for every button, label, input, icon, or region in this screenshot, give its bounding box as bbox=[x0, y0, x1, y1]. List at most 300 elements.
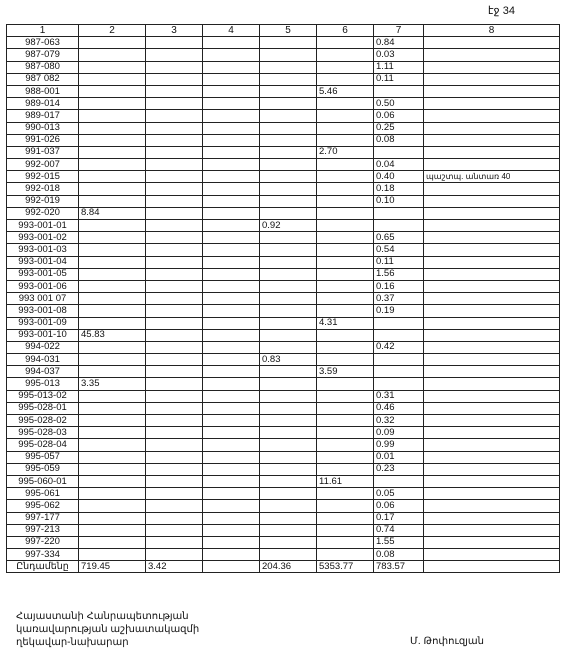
table-row bbox=[7, 110, 560, 122]
table-cell bbox=[424, 341, 560, 353]
table-cell: 0.54 bbox=[374, 244, 424, 256]
table-cell bbox=[146, 183, 203, 195]
table-row bbox=[7, 512, 560, 524]
table-cell bbox=[260, 195, 317, 207]
table-cell bbox=[260, 549, 317, 561]
table-cell bbox=[424, 61, 560, 73]
table-cell bbox=[146, 110, 203, 122]
table-cell bbox=[317, 159, 374, 171]
table-cell bbox=[79, 415, 146, 427]
table-cell bbox=[317, 488, 374, 500]
table-cell bbox=[146, 280, 203, 292]
table-cell: 995-059 bbox=[7, 463, 79, 475]
table-cell bbox=[317, 195, 374, 207]
table-cell bbox=[203, 439, 260, 451]
table-cell: 0.46 bbox=[374, 402, 424, 414]
table-cell bbox=[79, 317, 146, 329]
table-cell bbox=[317, 122, 374, 134]
table-cell bbox=[79, 451, 146, 463]
table-cell bbox=[203, 354, 260, 366]
table-row bbox=[7, 366, 560, 378]
table-cell bbox=[424, 207, 560, 219]
table-cell: 995-013 bbox=[7, 378, 79, 390]
table-cell bbox=[79, 268, 146, 280]
table-cell bbox=[203, 73, 260, 85]
table-cell: 993 001 07 bbox=[7, 293, 79, 305]
table-cell bbox=[424, 232, 560, 244]
table-cell bbox=[203, 49, 260, 61]
table-cell: 45.83 bbox=[79, 329, 146, 341]
table-cell: 0.92 bbox=[260, 220, 317, 232]
table-cell bbox=[79, 232, 146, 244]
table-cell: 987-080 bbox=[7, 61, 79, 73]
table-cell bbox=[317, 415, 374, 427]
table-cell bbox=[146, 378, 203, 390]
table-cell bbox=[203, 85, 260, 97]
table-cell: 0.08 bbox=[374, 549, 424, 561]
table-cell bbox=[79, 73, 146, 85]
table-cell bbox=[374, 207, 424, 219]
table-cell bbox=[79, 463, 146, 475]
table-cell bbox=[424, 549, 560, 561]
table-cell bbox=[79, 146, 146, 158]
table-cell bbox=[260, 244, 317, 256]
table-row bbox=[7, 536, 560, 548]
table-cell bbox=[203, 329, 260, 341]
table-cell: 989-017 bbox=[7, 110, 79, 122]
table-cell: 993-001-01 bbox=[7, 220, 79, 232]
table-cell bbox=[260, 390, 317, 402]
table-cell bbox=[146, 524, 203, 536]
table-cell bbox=[424, 244, 560, 256]
table-row bbox=[7, 293, 560, 305]
table-row bbox=[7, 280, 560, 292]
table-cell: 995-028-03 bbox=[7, 427, 79, 439]
table-cell bbox=[260, 536, 317, 548]
table-cell bbox=[424, 37, 560, 49]
table-cell bbox=[146, 256, 203, 268]
column-header: 5 bbox=[260, 25, 317, 37]
table-cell bbox=[317, 354, 374, 366]
table-cell bbox=[317, 341, 374, 353]
column-header: 2 bbox=[79, 25, 146, 37]
table-cell bbox=[203, 500, 260, 512]
table-cell bbox=[79, 220, 146, 232]
table-cell bbox=[146, 98, 203, 110]
table-cell bbox=[317, 280, 374, 292]
column-header: 3 bbox=[146, 25, 203, 37]
table-cell bbox=[146, 549, 203, 561]
table-cell bbox=[424, 73, 560, 85]
table-cell bbox=[146, 146, 203, 158]
table-cell bbox=[203, 37, 260, 49]
table-cell: 997-213 bbox=[7, 524, 79, 536]
table-cell bbox=[260, 488, 317, 500]
table-row bbox=[7, 549, 560, 561]
table-cell bbox=[260, 402, 317, 414]
table-cell bbox=[146, 475, 203, 487]
table-cell bbox=[424, 451, 560, 463]
table-cell: 995-057 bbox=[7, 451, 79, 463]
table-cell: 0.06 bbox=[374, 500, 424, 512]
table-cell bbox=[424, 475, 560, 487]
table-cell bbox=[203, 280, 260, 292]
table-cell bbox=[374, 220, 424, 232]
table-cell: 994-031 bbox=[7, 354, 79, 366]
table-cell bbox=[203, 122, 260, 134]
table-cell: 993-001-10 bbox=[7, 329, 79, 341]
table-cell bbox=[203, 171, 260, 183]
table-cell bbox=[317, 549, 374, 561]
table-cell bbox=[317, 171, 374, 183]
table-cell: 0.17 bbox=[374, 512, 424, 524]
table-cell bbox=[317, 244, 374, 256]
table-cell bbox=[424, 463, 560, 475]
table-cell bbox=[424, 378, 560, 390]
table-cell bbox=[317, 451, 374, 463]
table-cell bbox=[317, 268, 374, 280]
table-cell: 993-001-04 bbox=[7, 256, 79, 268]
table-cell bbox=[203, 98, 260, 110]
table-cell: 987-079 bbox=[7, 49, 79, 61]
footer-title bbox=[16, 610, 199, 649]
table-cell bbox=[424, 159, 560, 171]
table-cell bbox=[424, 110, 560, 122]
table-cell bbox=[146, 195, 203, 207]
table-row bbox=[7, 85, 560, 97]
table-cell: 0.05 bbox=[374, 488, 424, 500]
table-body bbox=[7, 37, 560, 573]
table-cell bbox=[424, 122, 560, 134]
table-cell bbox=[146, 49, 203, 61]
table-cell bbox=[203, 378, 260, 390]
table-cell bbox=[260, 268, 317, 280]
table-cell bbox=[424, 512, 560, 524]
table-cell bbox=[317, 536, 374, 548]
table-cell bbox=[146, 244, 203, 256]
table-cell bbox=[260, 280, 317, 292]
table-cell bbox=[317, 463, 374, 475]
table-cell: 2.70 bbox=[317, 146, 374, 158]
table-cell bbox=[424, 305, 560, 317]
table-cell: 4.31 bbox=[317, 317, 374, 329]
table-cell bbox=[424, 329, 560, 341]
table-cell bbox=[424, 220, 560, 232]
table-cell: 992-019 bbox=[7, 195, 79, 207]
table-cell: 997-220 bbox=[7, 536, 79, 548]
column-header: 4 bbox=[203, 25, 260, 37]
table-cell bbox=[260, 49, 317, 61]
table-cell bbox=[146, 268, 203, 280]
table-cell bbox=[424, 354, 560, 366]
total-row bbox=[7, 561, 560, 573]
table-cell bbox=[146, 73, 203, 85]
table-cell bbox=[79, 500, 146, 512]
table-row bbox=[7, 500, 560, 512]
table-cell: 0.32 bbox=[374, 415, 424, 427]
table-cell bbox=[424, 390, 560, 402]
table-row bbox=[7, 341, 560, 353]
table-cell: 992-007 bbox=[7, 159, 79, 171]
table-cell bbox=[79, 341, 146, 353]
table-cell bbox=[424, 524, 560, 536]
table-cell bbox=[146, 354, 203, 366]
table-row bbox=[7, 390, 560, 402]
table-cell bbox=[146, 159, 203, 171]
table-cell: 0.19 bbox=[374, 305, 424, 317]
table-cell bbox=[203, 293, 260, 305]
table-cell: 993-001-09 bbox=[7, 317, 79, 329]
table-cell bbox=[424, 536, 560, 548]
table-cell bbox=[260, 317, 317, 329]
table-cell bbox=[317, 524, 374, 536]
table-cell bbox=[424, 293, 560, 305]
table-cell bbox=[146, 171, 203, 183]
column-header: 1 bbox=[7, 25, 79, 37]
table-cell bbox=[317, 220, 374, 232]
table-cell bbox=[317, 512, 374, 524]
table-cell bbox=[203, 256, 260, 268]
table-cell bbox=[203, 232, 260, 244]
table-cell bbox=[317, 98, 374, 110]
table-cell: 995-028-01 bbox=[7, 402, 79, 414]
table-cell bbox=[203, 220, 260, 232]
table-cell bbox=[79, 159, 146, 171]
table-row bbox=[7, 402, 560, 414]
table-cell bbox=[203, 488, 260, 500]
table-row bbox=[7, 354, 560, 366]
table-cell: 1.55 bbox=[374, 536, 424, 548]
table-cell bbox=[203, 268, 260, 280]
table-cell: 11.61 bbox=[317, 475, 374, 487]
table-cell bbox=[317, 329, 374, 341]
table-cell bbox=[317, 402, 374, 414]
table-cell bbox=[79, 134, 146, 146]
table-cell bbox=[79, 402, 146, 414]
table-cell bbox=[146, 488, 203, 500]
table-cell: 0.11 bbox=[374, 73, 424, 85]
table-cell: 994-022 bbox=[7, 341, 79, 353]
table-cell bbox=[146, 293, 203, 305]
table-cell bbox=[260, 329, 317, 341]
table-cell bbox=[146, 463, 203, 475]
table-cell: 988-001 bbox=[7, 85, 79, 97]
table-cell bbox=[260, 366, 317, 378]
table-cell bbox=[374, 85, 424, 97]
table-cell bbox=[146, 427, 203, 439]
table-cell: 0.99 bbox=[374, 439, 424, 451]
table-cell bbox=[260, 122, 317, 134]
table-cell bbox=[260, 463, 317, 475]
table-row bbox=[7, 305, 560, 317]
table-cell bbox=[317, 61, 374, 73]
table-cell bbox=[424, 146, 560, 158]
table-cell bbox=[424, 366, 560, 378]
table-cell bbox=[79, 488, 146, 500]
table-cell bbox=[79, 85, 146, 97]
table-cell bbox=[374, 378, 424, 390]
table-cell: 0.74 bbox=[374, 524, 424, 536]
table-row bbox=[7, 146, 560, 158]
table-cell bbox=[203, 524, 260, 536]
table-cell bbox=[260, 98, 317, 110]
table-cell bbox=[203, 110, 260, 122]
table-cell bbox=[260, 183, 317, 195]
table-cell bbox=[317, 37, 374, 49]
table-row bbox=[7, 159, 560, 171]
table-cell bbox=[146, 536, 203, 548]
table-cell bbox=[203, 305, 260, 317]
table-cell bbox=[146, 85, 203, 97]
table-cell bbox=[146, 451, 203, 463]
table-cell bbox=[424, 280, 560, 292]
table-cell bbox=[260, 341, 317, 353]
table-cell: 0.09 bbox=[374, 427, 424, 439]
table-cell bbox=[203, 451, 260, 463]
column-header: 6 bbox=[317, 25, 374, 37]
signature-name: Մ. Թոփուզյան bbox=[410, 636, 484, 647]
table-cell: պաշտպ. անտառ 40 bbox=[424, 171, 560, 183]
table-cell: 3.59 bbox=[317, 366, 374, 378]
table-cell bbox=[374, 354, 424, 366]
table-cell bbox=[374, 366, 424, 378]
table-cell bbox=[374, 329, 424, 341]
table-cell: 0.16 bbox=[374, 280, 424, 292]
column-header: 8 bbox=[424, 25, 560, 37]
table-cell: 0.08 bbox=[374, 134, 424, 146]
table-row bbox=[7, 122, 560, 134]
table-cell bbox=[424, 415, 560, 427]
table-cell bbox=[79, 61, 146, 73]
table-cell: 0.50 bbox=[374, 98, 424, 110]
table-cell bbox=[203, 366, 260, 378]
table-cell bbox=[260, 134, 317, 146]
table-cell bbox=[79, 354, 146, 366]
table-row bbox=[7, 427, 560, 439]
table-header bbox=[7, 25, 560, 37]
table-cell bbox=[146, 232, 203, 244]
table-cell bbox=[79, 512, 146, 524]
table-cell bbox=[79, 256, 146, 268]
table-cell: 0.06 bbox=[374, 110, 424, 122]
table-cell: 0.42 bbox=[374, 341, 424, 353]
table-cell bbox=[424, 195, 560, 207]
table-cell: 991-026 bbox=[7, 134, 79, 146]
table-cell bbox=[260, 73, 317, 85]
table-cell bbox=[374, 146, 424, 158]
table-cell bbox=[317, 427, 374, 439]
table-row bbox=[7, 232, 560, 244]
table-cell bbox=[79, 524, 146, 536]
table-cell bbox=[260, 415, 317, 427]
table-cell bbox=[79, 439, 146, 451]
table-row bbox=[7, 183, 560, 195]
table-cell bbox=[260, 159, 317, 171]
table-cell bbox=[260, 146, 317, 158]
table-row bbox=[7, 475, 560, 487]
footer-line: ղեկավար-նախարար bbox=[16, 637, 129, 648]
table-row bbox=[7, 49, 560, 61]
table-cell: 997-177 bbox=[7, 512, 79, 524]
table-cell bbox=[260, 61, 317, 73]
table-cell bbox=[260, 171, 317, 183]
table-cell bbox=[79, 427, 146, 439]
table-cell bbox=[317, 207, 374, 219]
table-cell bbox=[79, 171, 146, 183]
table-cell bbox=[317, 256, 374, 268]
table-cell: 992-020 bbox=[7, 207, 79, 219]
table-cell bbox=[79, 195, 146, 207]
table-cell bbox=[79, 549, 146, 561]
total-cell: 204.36 bbox=[260, 561, 317, 573]
table-cell: 992-015 bbox=[7, 171, 79, 183]
total-cell: Ընդամենը bbox=[7, 561, 79, 573]
table-cell bbox=[203, 195, 260, 207]
table-row bbox=[7, 61, 560, 73]
table-cell bbox=[79, 305, 146, 317]
table-cell bbox=[424, 183, 560, 195]
table-row bbox=[7, 268, 560, 280]
table-cell bbox=[260, 500, 317, 512]
table-cell bbox=[260, 37, 317, 49]
table-cell bbox=[146, 134, 203, 146]
table-row bbox=[7, 73, 560, 85]
table-cell: 994-037 bbox=[7, 366, 79, 378]
table-cell: 0.31 bbox=[374, 390, 424, 402]
table-cell bbox=[146, 500, 203, 512]
table-cell bbox=[317, 500, 374, 512]
table-cell: 0.03 bbox=[374, 49, 424, 61]
table-row bbox=[7, 415, 560, 427]
table-cell bbox=[203, 146, 260, 158]
table-cell bbox=[317, 390, 374, 402]
table-cell: 0.37 bbox=[374, 293, 424, 305]
table-cell: 0.10 bbox=[374, 195, 424, 207]
table-cell bbox=[424, 268, 560, 280]
table-cell: 0.18 bbox=[374, 183, 424, 195]
table-cell bbox=[79, 293, 146, 305]
table-cell bbox=[424, 500, 560, 512]
table-cell: 0.01 bbox=[374, 451, 424, 463]
table-cell bbox=[203, 207, 260, 219]
table-cell bbox=[146, 439, 203, 451]
table-cell bbox=[424, 427, 560, 439]
table-cell: 993-001-06 bbox=[7, 280, 79, 292]
table-cell bbox=[79, 49, 146, 61]
table-cell bbox=[374, 475, 424, 487]
table-cell: 991-037 bbox=[7, 146, 79, 158]
table-cell: 990-013 bbox=[7, 122, 79, 134]
table-cell bbox=[260, 378, 317, 390]
table-cell bbox=[79, 244, 146, 256]
table-cell bbox=[79, 536, 146, 548]
table-row bbox=[7, 317, 560, 329]
table-cell bbox=[260, 110, 317, 122]
table-cell bbox=[317, 183, 374, 195]
table-cell: 997-334 bbox=[7, 549, 79, 561]
table-cell bbox=[79, 475, 146, 487]
table-cell bbox=[260, 85, 317, 97]
footer-line: կառավարության աշխատակազմի bbox=[16, 624, 200, 635]
table-cell: 1.56 bbox=[374, 268, 424, 280]
table-cell: 0.23 bbox=[374, 463, 424, 475]
table-cell bbox=[317, 49, 374, 61]
table-cell bbox=[146, 220, 203, 232]
table-row bbox=[7, 524, 560, 536]
table-cell: 995-028-02 bbox=[7, 415, 79, 427]
table-cell bbox=[317, 73, 374, 85]
table-row bbox=[7, 488, 560, 500]
